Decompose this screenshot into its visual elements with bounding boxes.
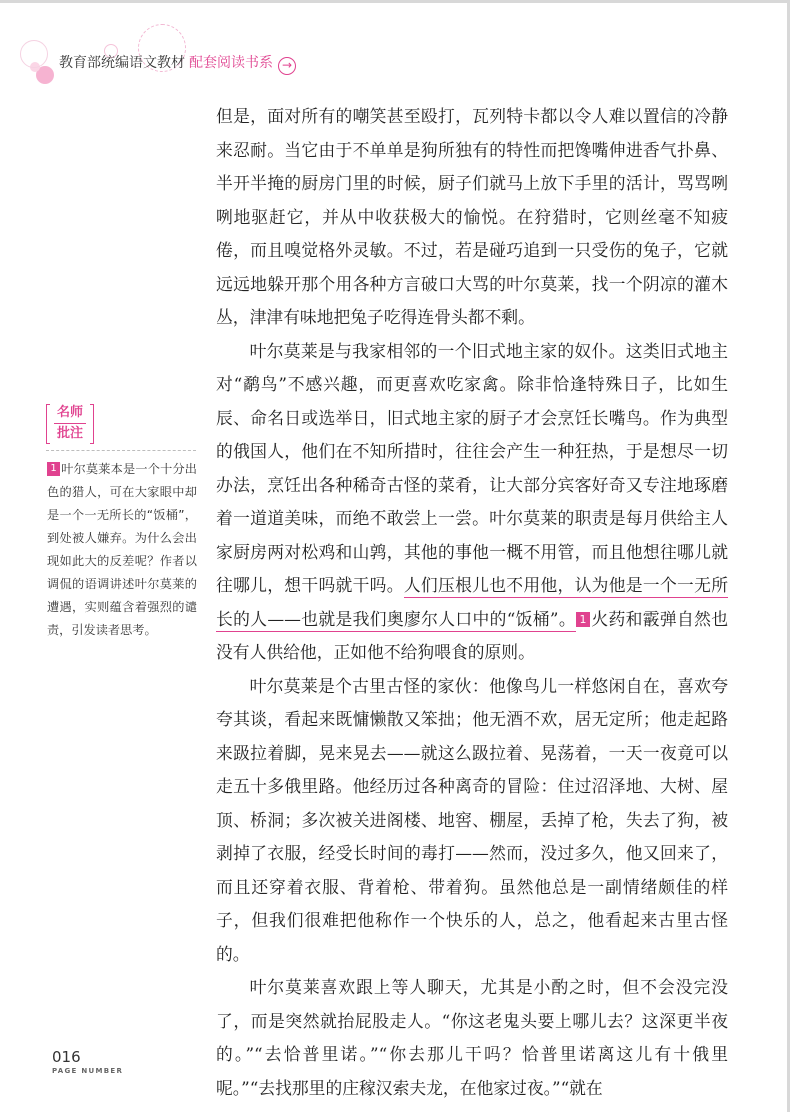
badge-line-2: 批注 — [56, 426, 83, 441]
annotation-note — [47, 458, 197, 642]
page-frame-top — [0, 0, 790, 3]
book-series-header — [59, 52, 273, 72]
page-number-label: PAGE NUMBER — [52, 1067, 124, 1075]
header-title: 教育部统编语文教材 — [59, 55, 185, 71]
annotation-marker-inline: 1 — [576, 612, 590, 627]
paragraph-4: 叶尔莫莱喜欢跟上等人聊天，尤其是小酌之时，但不会没完没了，而是突然就抬屁股走人。“你这老鬼头要上哪儿去？这深更半夜的。”“去恰普里诺。”“你去那儿干吗？恰普里诺离这儿有十俄里呢。”“去找那里的庄稼汉索夫龙，在他家过夜。”“就在 — [216, 977, 728, 1098]
decorative-circle-outline — [20, 40, 48, 68]
paragraph-1: 但是，面对所有的嘲笑甚至殴打，瓦列特卡都以令人难以置信的冷静来忍耐。当它由于不单单是狗所独有的特性而把馋嘴伸进香气扑鼻、半开半掩的厨房门里的时候，厨子们就马上放下手里的活计，骂骂咧咧地驱赶它，并从中收获极大的愉悦。在狩猎时，它则丝毫不知疲倦，而且嗅觉格外灵敏。不过，若是碰巧追到一只受伤的兔子，它就远远地躲开那个用各种方言破口大骂的叶尔莫莱，找一个阴凉的灌木丛，津津有味地把兔子吃得连骨头都不剩。 — [216, 106, 728, 327]
badge-bracket-right — [90, 404, 94, 444]
main-text — [216, 100, 728, 1105]
paragraph-2-text-a: 叶尔莫莱是与我家相邻的一个旧式地主家的奴仆。这类旧式地主对“鹬鸟”不感兴趣，而更喜欢吃家禽。除非恰逢特殊日子，比如生辰、命名日或选举日，旧式地主家的厨子才会烹饪长嘴鸟。作为典型的俄国人，他们在不知所措时，往往会产生一种狂热，于是想尽一切办法，烹饪出各种稀奇古怪的菜肴，让大部分宾客好奇又专注地琢磨着一道道美味，而绝不敢尝上一尝。叶尔莫莱的职责是每月供给主人家厨房两对松鸡和山鹑，其他的事他一概不用管，而且他想往哪儿就往哪儿，想干吗就干吗。 — [216, 340, 728, 595]
paragraph-2-text-b: 火药和霰弹自然也没有人供给他，正如他不给狗喂食的原则。 — [216, 608, 728, 662]
header-series: 配套阅读书系 — [189, 55, 273, 71]
annotation-divider — [46, 450, 196, 451]
page-number: 016 — [52, 1048, 81, 1066]
annotation-text: 叶尔莫莱本是一个十分出色的猎人，可在大家眼中却是一个一无所长的“饭桶”，到处被人嫌弃。为什么会出现如此大的反差呢？作者以调侃的语调讲述叶尔莫莱的遭遇，实则蕴含着强烈的谴责，引发读者思考。 — [47, 462, 197, 637]
annotation-marker: 1 — [47, 462, 60, 476]
paragraph-2 — [216, 335, 728, 670]
badge-line-1: 名师 — [56, 405, 83, 420]
arrow-right-icon: → — [278, 57, 296, 75]
badge-bracket-left — [46, 404, 50, 444]
paragraph-3: 叶尔莫莱是个古里古怪的家伙：他像鸟儿一样悠闲自在，喜欢夸夸其谈，看起来既慵懒散又笨拙；他无酒不欢，居无定所；他走起路来趿拉着脚，晃来晃去——就这么趿拉着、晃荡着，一天一夜竟可以走五十多俄里路。他经历过各种离奇的冒险：住过沼泽地、大树、屋顶、桥洞；多次被关进阁楼、地窖、棚屋，丢掉了枪，失去了狗，被剥掉了衣服，经受长时间的毒打——然而，没过多久，他又回来了，而且还穿着衣服、背着枪、带着狗。虽然他总是一副情绪颇佳的样子，但我们很难把他称作一个快乐的人，总之，他看起来古里古怪的。 — [216, 675, 728, 964]
teacher-annotation-badge — [50, 404, 90, 444]
underlined-passage: 人们压根儿也不用他，认为他是一个一无所长的人——也就是我们奥廖尔人口中的“饭桶”。 — [216, 575, 728, 632]
badge-separator — [54, 423, 86, 424]
